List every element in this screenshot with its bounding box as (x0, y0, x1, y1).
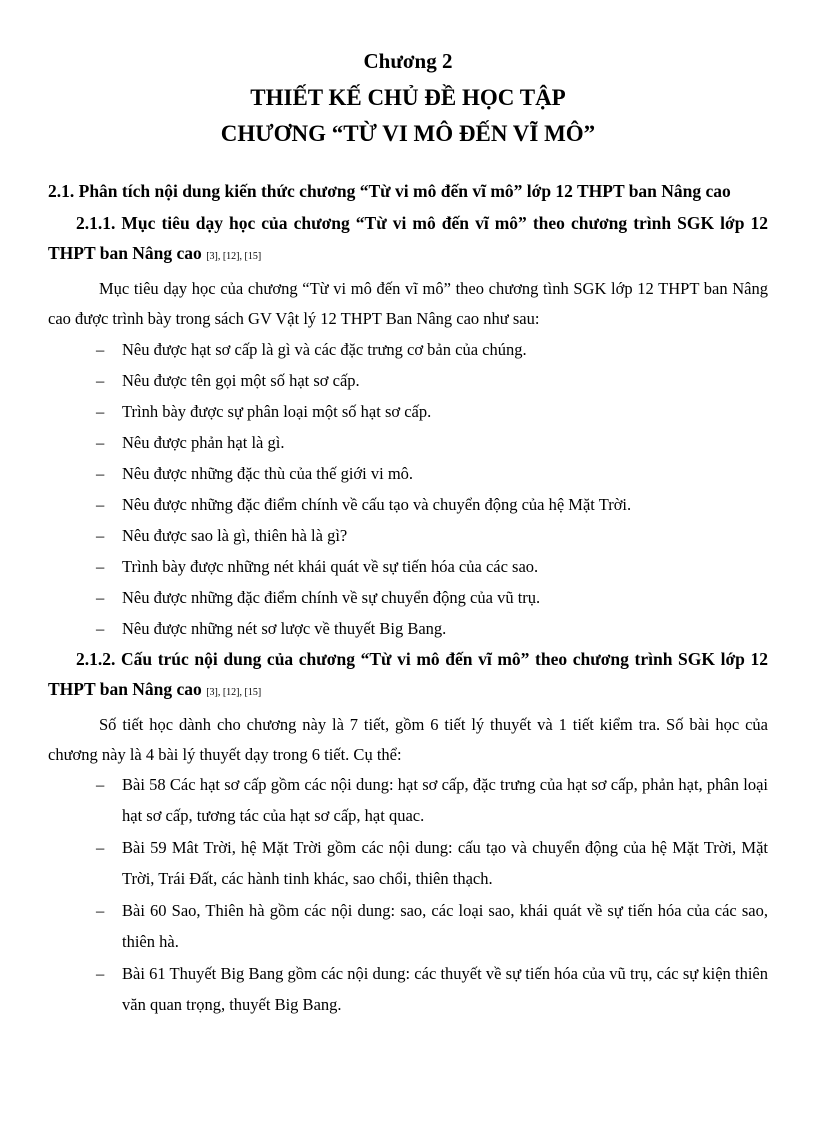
section-2-1-1-heading-text: 2.1.1. Mục tiêu dạy học của chương “Từ vi mô đến vĩ mô” theo chương trình SGK lớp 12 THPT ban Nâng cao (48, 213, 768, 263)
list-item: – Nêu được những đặc thù của thế giới vi mô. (48, 458, 768, 489)
list-item: – Bài 60 Sao, Thiên hà gồm các nội dung: sao, các loại sao, khái quát về sự tiến hóa của các sao, thiên hà. (48, 896, 768, 957)
chapter-label: Chương 2 (363, 49, 453, 73)
dash-bullet: – (96, 838, 105, 857)
dash-bullet: – (96, 557, 105, 576)
dash-bullet: – (96, 464, 105, 483)
dash-bullet: – (96, 901, 105, 920)
list-item: – Nêu được những nét sơ lược về thuyết Big Bang. (48, 613, 768, 644)
list-item: – Nêu được hạt sơ cấp là gì và các đặc trưng cơ bản của chúng. (48, 334, 768, 365)
section-2-1-heading: 2.1. Phân tích nội dung kiến thức chương “Từ vi mô đến vĩ mô” lớp 12 THPT ban Nâng cao (48, 181, 731, 201)
chapter-title-line-2: CHƯƠNG “TỪ VI MÔ ĐẾN VĨ MÔ” (220, 121, 596, 146)
list-item: – Nêu được tên gọi một số hạt sơ cấp. (48, 365, 768, 396)
list-item: – Trình bày được sự phân loại một số hạt sơ cấp. (48, 396, 768, 427)
objectives-list (48, 334, 768, 644)
list-item: – Nêu được những đặc điểm chính về cấu tạo và chuyển động của hệ Mặt Trời. (48, 489, 768, 520)
list-item: – Bài 61 Thuyết Big Bang gồm các nội dung: các thuyết về sự tiến hóa của vũ trụ, các sự kiện thiên văn quan trọng, thuyết Big Bang. (48, 959, 768, 1020)
section-2-1-1-intro: Mục tiêu dạy học của chương “Từ vi mô đến vĩ mô” theo chương tình SGK lớp 12 THPT ban Nâng cao được trình bày trong sách GV Vật lý 12 THPT Ban Nâng cao như sau: (48, 279, 768, 328)
list-item: – Nêu được sao là gì, thiên hà là gì? (48, 520, 768, 551)
section-2-1-1-heading (48, 208, 768, 272)
section-2-1-2-citation: [3], [12], [15] (206, 687, 262, 698)
dash-bullet: – (96, 495, 105, 514)
document-page (48, 46, 768, 1022)
list-item: – Bài 59 Mât Trời, hệ Mặt Trời gồm các nội dung: cấu tạo và chuyển động của hệ Mặt Trời, Mặt Trời, Trái Đất, các hành tinh khác, sao chổi, thiên thạch. (48, 833, 768, 894)
dash-bullet: – (96, 526, 105, 545)
section-2-1-2-heading (48, 644, 768, 708)
dash-bullet: – (96, 588, 105, 607)
section-2-1-2-heading-text: 2.1.2. Cấu trúc nội dung của chương “Từ vi mô đến vĩ mô” theo chương trình SGK lớp 12 THPT ban Nâng cao (48, 649, 768, 699)
dash-bullet: – (96, 340, 105, 359)
section-2-1-2-intro: Số tiết học dành cho chương này là 7 tiết, gồm 6 tiết lý thuyết và 1 tiết kiểm tra. Số bài học của chương này là 4 bài lý thuyết dạy trong 6 tiết. Cụ thể: (48, 715, 768, 764)
lessons-list (48, 770, 768, 1020)
list-item: – Nêu được phản hạt là gì. (48, 427, 768, 458)
dash-bullet: – (96, 775, 105, 794)
dash-bullet: – (96, 619, 105, 638)
list-item: – Nêu được những đặc điểm chính về sự chuyển động của vũ trụ. (48, 582, 768, 613)
dash-bullet: – (96, 433, 105, 452)
dash-bullet: – (96, 402, 105, 421)
dash-bullet: – (96, 964, 105, 983)
list-item: – Trình bày được những nét khái quát về sự tiến hóa của các sao. (48, 551, 768, 582)
list-item: – Bài 58 Các hạt sơ cấp gồm các nội dung: hạt sơ cấp, đặc trưng của hạt sơ cấp, phản hạt, phân loại hạt sơ cấp, tương tác của hạt sơ cấp, hạt quac. (48, 770, 768, 831)
dash-bullet: – (96, 371, 105, 390)
section-2-1-1-citation: [3], [12], [15] (206, 251, 262, 262)
chapter-title-line-1: THIẾT KẾ CHỦ ĐỀ HỌC TẬP (250, 85, 566, 110)
